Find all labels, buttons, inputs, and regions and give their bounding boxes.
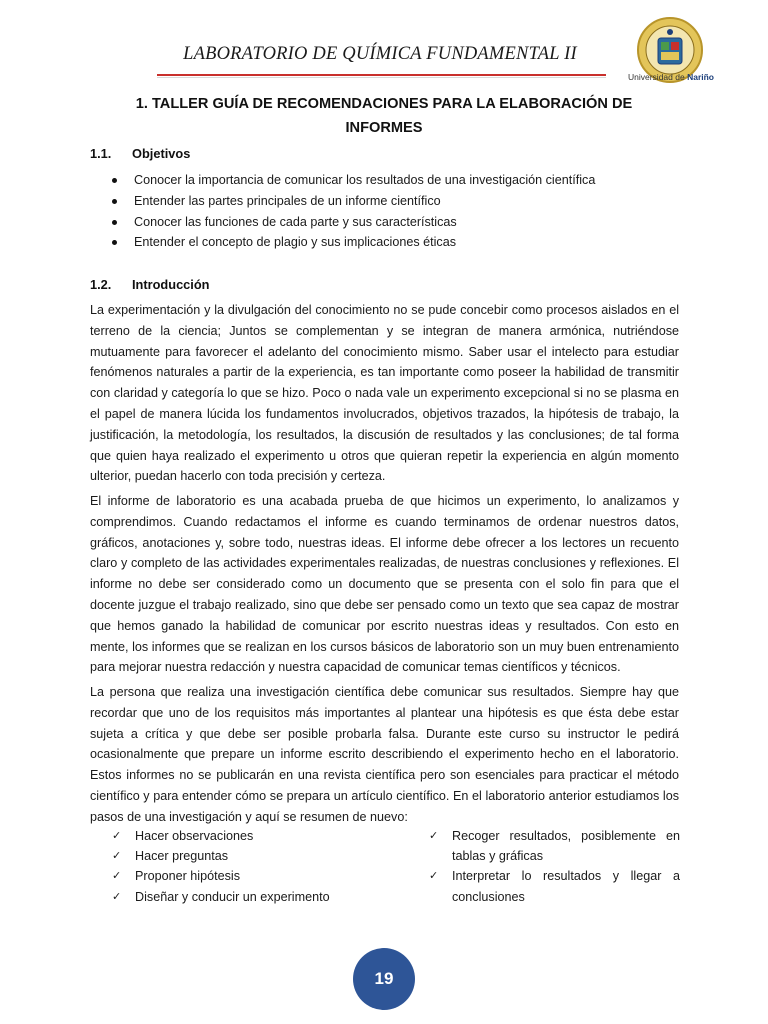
list-item-text: Entender el concepto de plagio y sus implicaciones éticas xyxy=(134,235,457,250)
list-item xyxy=(429,826,680,866)
list-item-text: Entender las partes principales de un informe científico xyxy=(134,193,441,208)
list-item-text: Conocer la importancia de comunicar los resultados de una investigación científica xyxy=(134,173,596,187)
list-item xyxy=(112,170,595,191)
list-item xyxy=(112,826,402,846)
steps-list-left xyxy=(112,826,402,907)
list-item xyxy=(112,846,402,866)
bullet-icon xyxy=(112,199,117,204)
list-item xyxy=(429,866,680,906)
checkmark-icon: ✓ xyxy=(429,830,439,842)
section-title: Objetivos xyxy=(132,146,191,161)
paragraph: El informe de laboratorio es una acabada prueba de que hicimos un experimento, lo analizamos y comprendimos. Cuando redactamos el informe es cuando terminamos de ordenar nuestros datos, gráficos, anotaciones y, sobre todo, nuestras ideas. El informe debe ofrecer a los lectores un recuento claro y completo de las actividades experimentales realizadas, de nuestras conclusiones y reflexiones. El informe no debe ser considerado como un documento que se presenta con el solo fin para que el docente juzgue el trabajo realizado, sino que debe ser pensado como un texto que sea capaz de mostrar que hemos ganado la habilidad de comunicar por escrito nuestras ideas y resultados. Con esto en mente, los informes que se realizan en los cursos básicos de laboratorio son un muy buen entrenamiento para mejorar nuestra redacción y nuestra capacidad de comunicar temas científicos y técnicos. xyxy=(90,494,679,675)
checkmark-icon: ✓ xyxy=(429,870,439,883)
list-item xyxy=(112,212,595,233)
section-number: 1.1. xyxy=(90,146,112,161)
header-rule-shadow xyxy=(157,77,606,78)
list-item xyxy=(112,232,595,253)
list-item xyxy=(112,191,595,212)
bullet-icon xyxy=(112,220,117,225)
bullet-icon xyxy=(112,178,117,183)
page-title: 1. TALLER GUÍA DE RECOMENDACIONES PARA LA ELABORACIÓN DE INFORMES xyxy=(135,96,633,136)
paragraph: La experimentación y la divulgación del conocimiento no se pude concebir como procesos aislados en el terreno de la ciencia; Juntos se complementan y se integran de manera armónica, nutriéndose mutuamente para favorecer el adelanto del conocimiento mismo. Saber usar el intelecto para estudiar fenómenos naturales a partir de la experiencia, es tan importante como poseer la habilidad de transmitir con claridad y categoría lo que se hizo. Poco o nada vale un experimento excepcional si no se plasma en el papel de manera lúcida los fundamentos involucrados, objetivos trazados, la hipótesis de trabajo, la justificación, la metodología, los resultados, la discusión de resultados y las conclusiones; de tal forma que quien haya realizado el experimento u otros que quieran repetir la experiencia en algún momento ulterior, puedan hacerlo con toda precisión y certeza. xyxy=(90,303,679,484)
list-item-text: Hacer observaciones xyxy=(135,829,254,843)
checkmark-icon: ✓ xyxy=(112,850,122,863)
steps-list-right xyxy=(429,826,680,907)
list-item-text: Conocer las funciones de cada parte y sus características xyxy=(134,214,457,229)
running-header-title: LABORATORIO DE QUÍMICA FUNDAMENTAL II xyxy=(183,44,577,64)
list-item-text: Hacer preguntas xyxy=(135,849,229,864)
university-logo-text xyxy=(618,72,724,82)
section-heading-objectives xyxy=(90,146,190,161)
bullet-icon xyxy=(112,240,117,245)
logo-text-prefix: Universidad de xyxy=(628,72,685,82)
logo-text-brand: Nariño xyxy=(687,72,714,82)
list-item xyxy=(112,866,402,886)
section-title: Introducción xyxy=(132,277,210,292)
checkmark-icon: ✓ xyxy=(112,870,122,883)
checkmark-icon: ✓ xyxy=(112,830,122,842)
section-number: 1.2. xyxy=(90,277,112,292)
checkmark-icon: ✓ xyxy=(112,890,122,903)
objectives-list xyxy=(112,170,595,253)
list-item xyxy=(112,887,402,907)
page-number-badge: 19 xyxy=(353,948,415,1010)
section-heading-introduction xyxy=(90,277,210,292)
header-rule xyxy=(157,74,606,76)
list-item-text: Proponer hipótesis xyxy=(135,869,241,884)
paragraph: La persona que realiza una investigación científica debe comunicar sus resultados. Siempre hay que recordar que uno de los requisitos más importantes al plantear una hipótesis es que ésta debe estar sujeta a crítica y que debe ser posible probarla falsa. Durante este curso su instructor le pedirá ocasionalmente que prepare un informe escrito describiendo el experimento hecho en el laboratorio. Estos informes no se publicarán en una revista científica pero son esenciales para practicar el método científico y para entender cómo se prepara un artículo científico. En el laboratorio anterior estudiamos los pasos de una investigación y aquí se resumen de nuevo: xyxy=(90,685,679,824)
list-item-text: Diseñar y conducir un experimento xyxy=(135,889,330,904)
list-item-text: Recoger resultados, posiblemente en tablas y gráficas xyxy=(452,829,680,864)
list-item-text: Interpretar lo resultados y llegar a conclusiones xyxy=(452,869,680,904)
